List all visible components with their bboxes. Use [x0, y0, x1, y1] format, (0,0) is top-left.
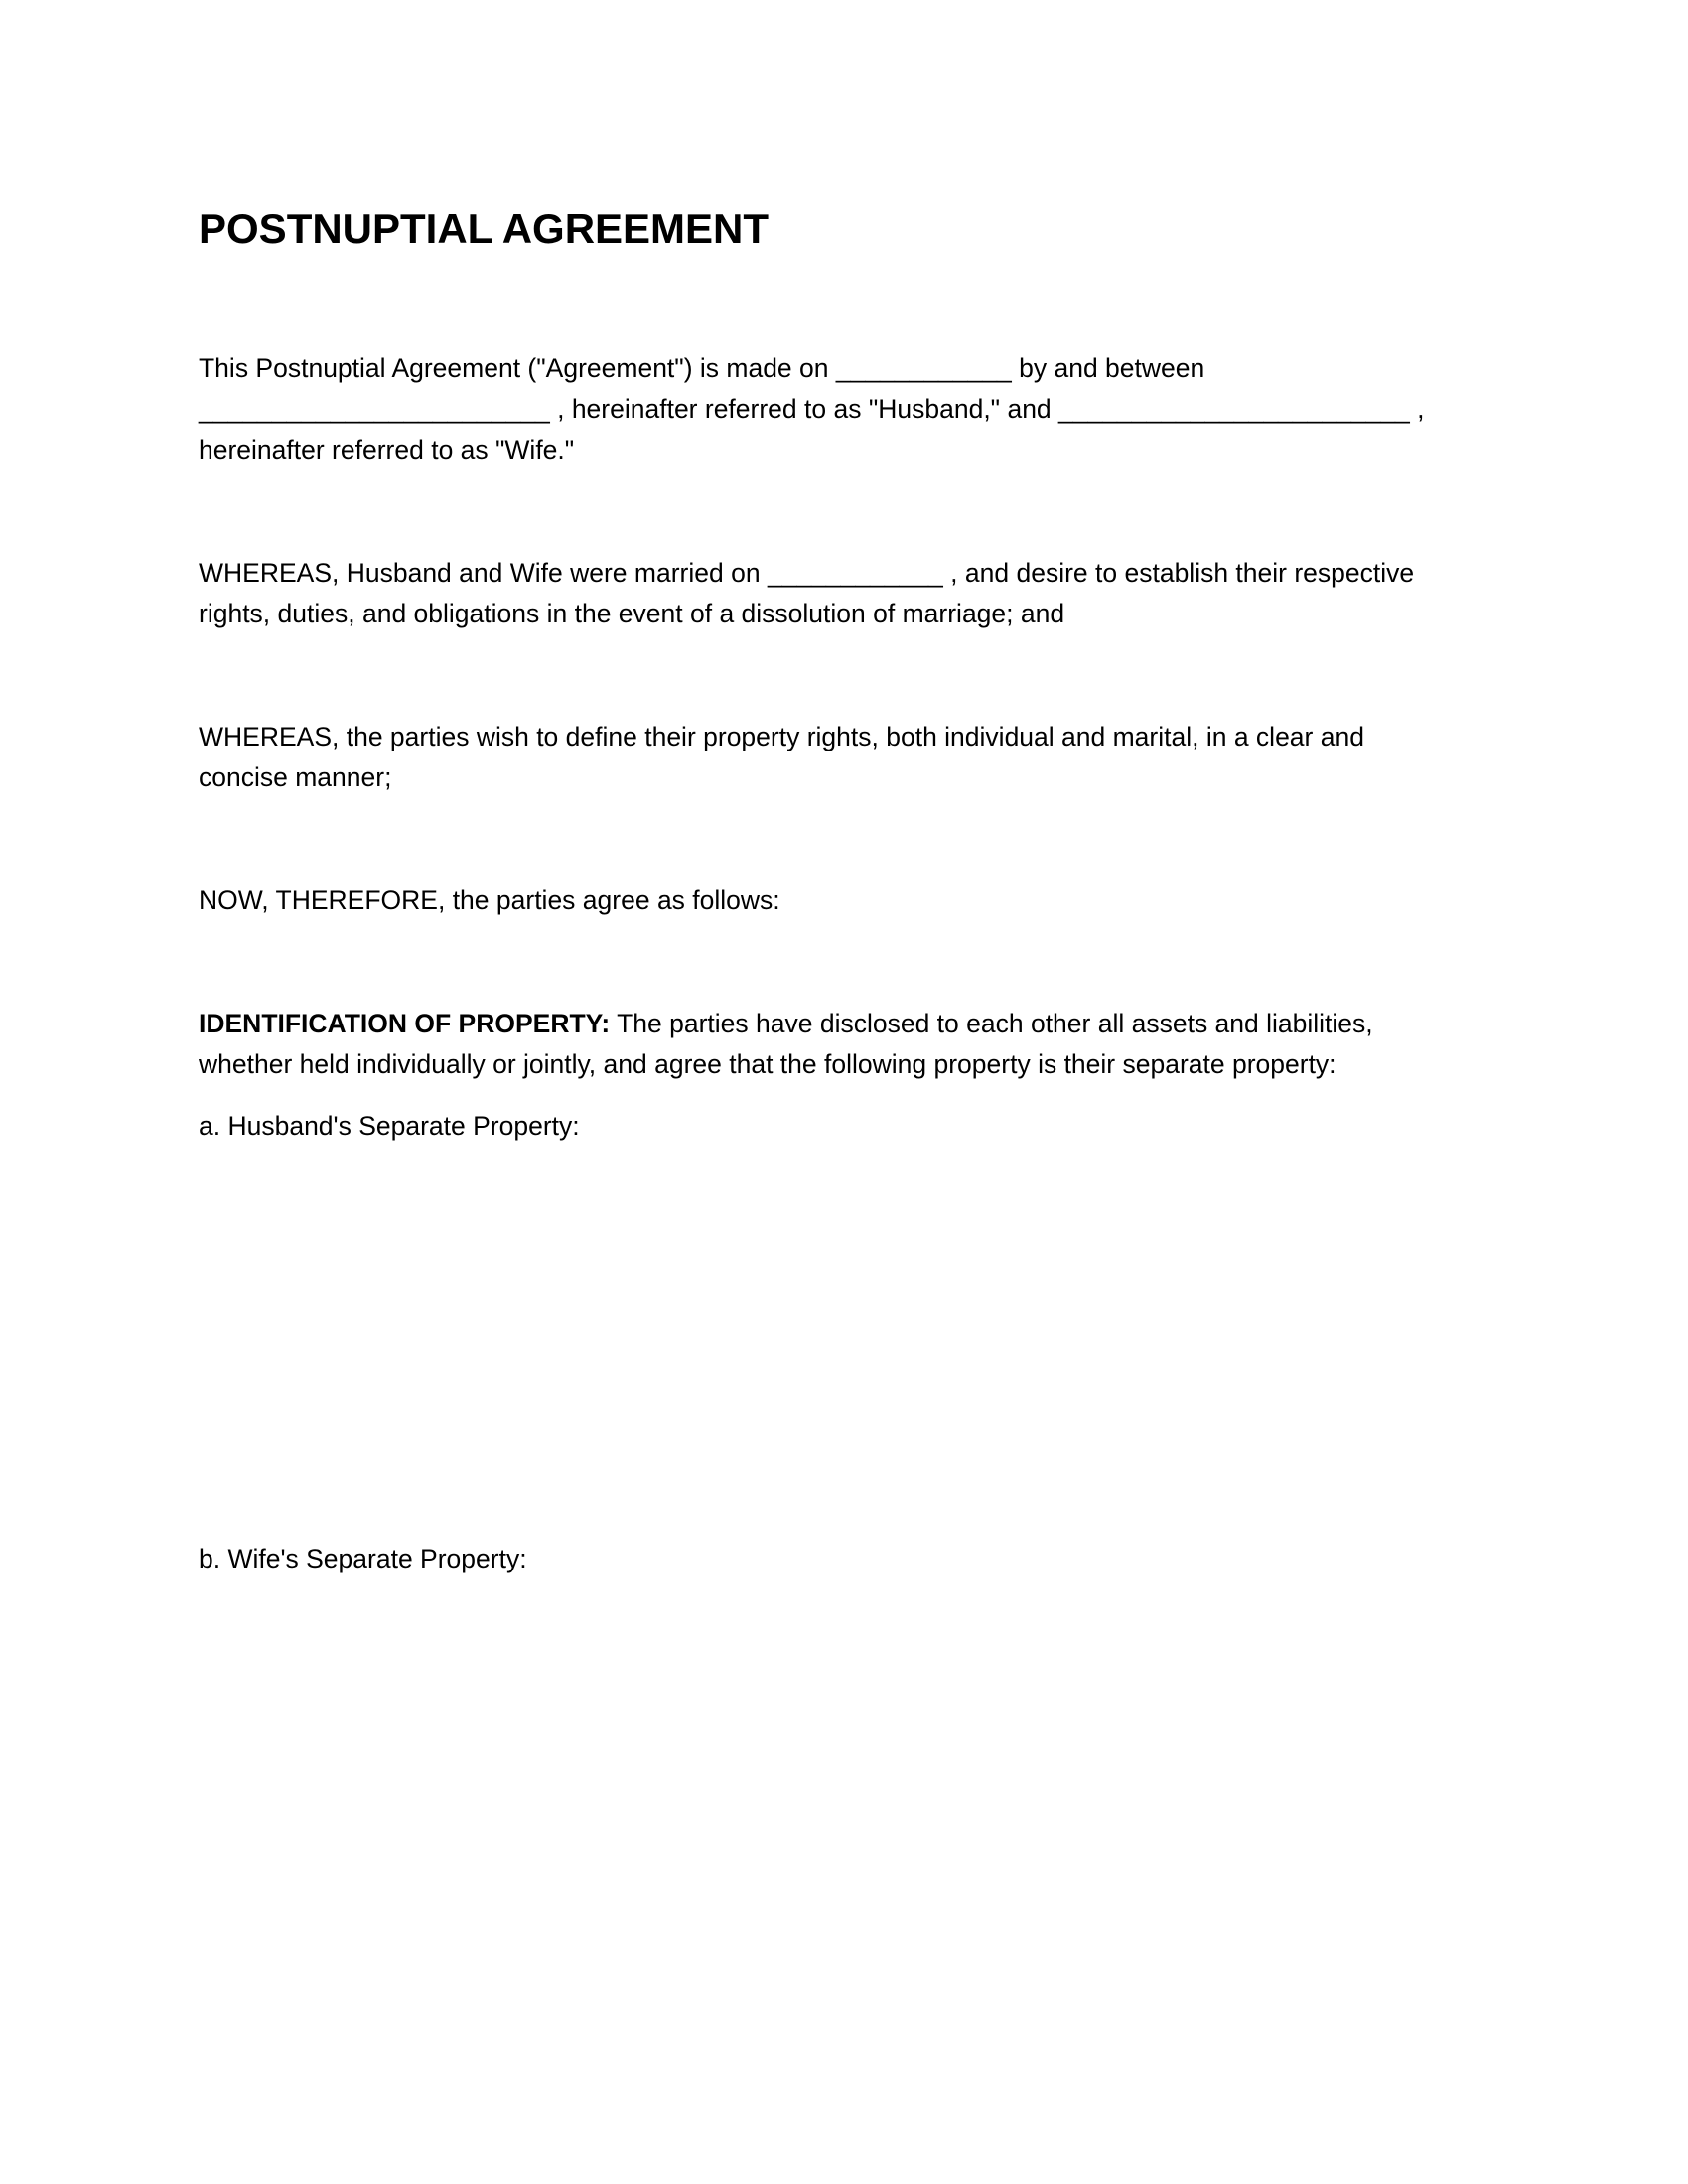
- intro-text-1: This Postnuptial Agreement ("Agreement") is made on: [199, 353, 829, 383]
- whereas-marriage-paragraph: [199, 553, 1489, 634]
- document-body: [199, 197, 1489, 1579]
- wife-property-label: b. Wife's Separate Property:: [199, 1544, 527, 1573]
- now-therefore-paragraph: NOW, THEREFORE, the parties agree as follows:: [199, 886, 780, 915]
- intro-paragraph: [199, 348, 1489, 471]
- intro-text-4: ,: [1417, 394, 1425, 424]
- identification-text-2: whether held individually or jointly, and agree that the following property is their separate property:: [199, 1049, 1336, 1079]
- intro-text-3: , hereinafter referred to as "Husband," and: [557, 394, 1052, 424]
- intro-text-2: by and between: [1019, 353, 1205, 383]
- wife-name-blank: ________________________: [1058, 394, 1410, 424]
- identification-paragraph: [199, 1004, 1489, 1085]
- intro-text-5: hereinafter referred to as "Wife.": [199, 435, 575, 465]
- date-blank: ____________: [835, 353, 1012, 383]
- identification-text-1: The parties have disclosed to each other all assets and liabilities,: [617, 1009, 1373, 1038]
- marriage-date-blank: ____________: [767, 558, 943, 588]
- whereas-marriage-text-1: WHEREAS, Husband and Wife were married on: [199, 558, 761, 588]
- identification-heading: IDENTIFICATION OF PROPERTY:: [199, 1009, 611, 1038]
- whereas-property-text-1: WHEREAS, the parties wish to define their property rights, both individual and marital, in a clear and: [199, 722, 1364, 751]
- document-title: POSTNUPTIAL AGREEMENT: [199, 205, 770, 252]
- husband-property-label: a. Husband's Separate Property:: [199, 1111, 580, 1141]
- husband-name-blank: ________________________: [199, 394, 550, 424]
- whereas-marriage-text-3: rights, duties, and obligations in the event of a dissolution of marriage; and: [199, 599, 1065, 628]
- whereas-property-paragraph: [199, 717, 1489, 798]
- whereas-marriage-text-2: , and desire to establish their respective: [950, 558, 1415, 588]
- whereas-property-text-2: concise manner;: [199, 762, 392, 792]
